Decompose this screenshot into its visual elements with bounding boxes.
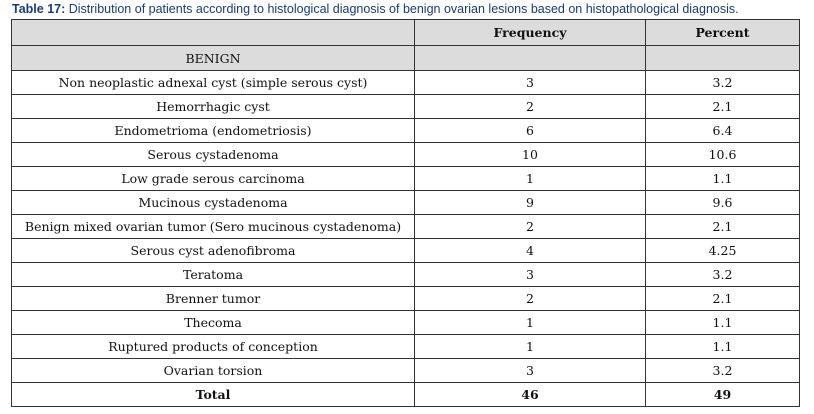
table-row [12, 143, 800, 167]
header-row [12, 20, 800, 46]
table-caption [12, 2, 739, 16]
table-row [12, 191, 800, 215]
table-row [12, 95, 800, 119]
diagnosis-cell: Total [12, 383, 415, 407]
table-row [12, 119, 800, 143]
frequency-cell: 2 [415, 95, 646, 119]
table-row [12, 311, 800, 335]
percent-cell: 2.1 [646, 287, 800, 311]
header-diagnosis [12, 20, 415, 46]
frequency-cell: 2 [415, 287, 646, 311]
frequency-cell: 3 [415, 71, 646, 95]
percent-cell: 1.1 [646, 311, 800, 335]
frequency-cell: 3 [415, 359, 646, 383]
group-label: BENIGN [12, 46, 415, 71]
caption-text: Distribution of patients according to histological diagnosis of benign ovarian lesions based on histopathological diagnosis. [65, 2, 739, 16]
frequency-cell: 10 [415, 143, 646, 167]
percent-cell: 9.6 [646, 191, 800, 215]
diagnosis-cell: Low grade serous carcinoma [12, 167, 415, 191]
table-row [12, 359, 800, 383]
percent-cell: 3.2 [646, 263, 800, 287]
diagnosis-cell: Benign mixed ovarian tumor (Sero mucinous cystadenoma) [12, 215, 415, 239]
diagnosis-cell: Ovarian torsion [12, 359, 415, 383]
table-row [12, 287, 800, 311]
total-row [12, 383, 800, 407]
table-row [12, 335, 800, 359]
percent-cell: 1.1 [646, 167, 800, 191]
frequency-cell: 4 [415, 239, 646, 263]
percent-cell: 4.25 [646, 239, 800, 263]
frequency-cell: 1 [415, 311, 646, 335]
percent-cell: 3.2 [646, 359, 800, 383]
table-row [12, 263, 800, 287]
group-row-benign [12, 46, 800, 71]
table-number: Table 17: [12, 2, 66, 16]
header-percent: Percent [646, 20, 800, 46]
percent-cell: 49 [646, 383, 800, 407]
table-row [12, 167, 800, 191]
diagnosis-table [11, 19, 800, 407]
percent-cell: 3.2 [646, 71, 800, 95]
frequency-cell: 46 [415, 383, 646, 407]
table-row [12, 71, 800, 95]
frequency-cell: 3 [415, 263, 646, 287]
table-row [12, 239, 800, 263]
percent-cell: 6.4 [646, 119, 800, 143]
header-frequency: Frequency [415, 20, 646, 46]
diagnosis-cell: Ruptured products of conception [12, 335, 415, 359]
frequency-cell: 1 [415, 167, 646, 191]
diagnosis-cell: Serous cystadenoma [12, 143, 415, 167]
frequency-cell: 2 [415, 215, 646, 239]
percent-cell: 2.1 [646, 95, 800, 119]
diagnosis-cell: Hemorrhagic cyst [12, 95, 415, 119]
group-empty-cell [415, 46, 646, 71]
diagnosis-cell: Thecoma [12, 311, 415, 335]
table-row [12, 215, 800, 239]
diagnosis-cell: Endometrioma (endometriosis) [12, 119, 415, 143]
percent-cell: 2.1 [646, 215, 800, 239]
diagnosis-cell: Teratoma [12, 263, 415, 287]
diagnosis-cell: Brenner tumor [12, 287, 415, 311]
frequency-cell: 6 [415, 119, 646, 143]
percent-cell: 10.6 [646, 143, 800, 167]
frequency-cell: 9 [415, 191, 646, 215]
group-empty-cell [646, 46, 800, 71]
diagnosis-cell: Serous cyst adenofibroma [12, 239, 415, 263]
diagnosis-cell: Non neoplastic adnexal cyst (simple serous cyst) [12, 71, 415, 95]
percent-cell: 1.1 [646, 335, 800, 359]
diagnosis-cell: Mucinous cystadenoma [12, 191, 415, 215]
frequency-cell: 1 [415, 335, 646, 359]
